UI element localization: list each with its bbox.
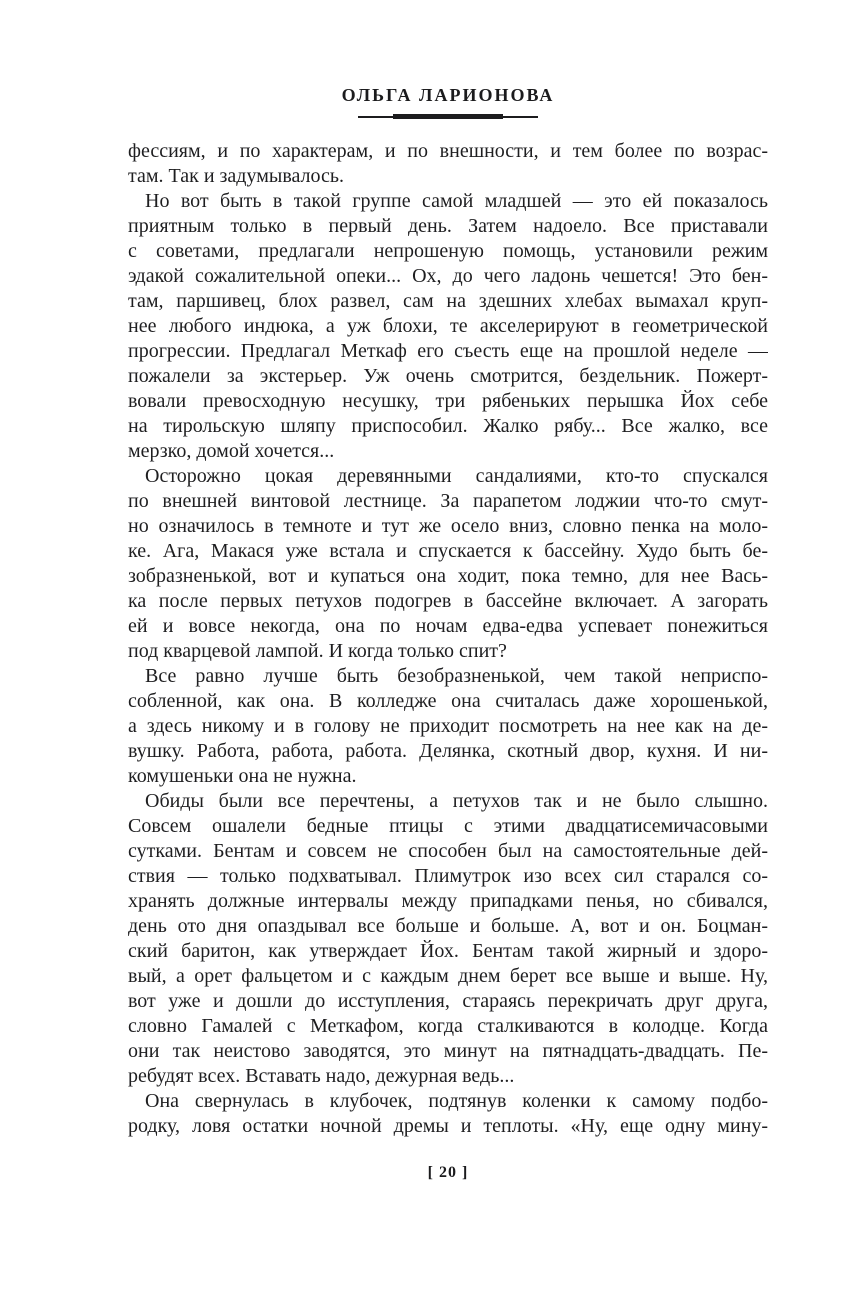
text-line: по внешней винтовой лестнице. За парапетом лоджии что-то смут- [128,490,768,512]
text-line: сутками. Бентам и совсем не способен был на самостоятельные дей- [128,840,768,862]
text-column [128,139,768,1139]
text-line: ке. Ага, Макася уже встала и спускается к бассейну. Худо быть бе- [128,540,768,562]
divider-thick-center [393,114,503,119]
text-line: эдакой сожалительной опеки... Ох, до чего ладонь чешется! Это бен- [128,265,768,287]
text-line: но означилось в темноте и тут же осело вниз, словно пенка на моло- [128,515,768,537]
text-line: под кварцевой лампой. И когда только спит? [128,640,507,662]
text-line: Она свернулась в клубочек, подтянув коленки к самому подбо- [145,1090,768,1112]
text-line: собленной, как она. В колледже она считалась даже хорошенькой, [128,690,768,712]
text-line: вовали превосходную несушку, три рябеньких перышка Йох себе [128,390,768,412]
text-line: Совсем ошалели бедные птицы с этими двадцатисемичасовыми [128,815,768,837]
text-line: там, паршивец, блох развел, сам на здешних хлебах вымахал круп- [128,290,768,312]
text-line: Осторожно цокая деревянными сандалиями, кто-то спускался [145,465,768,487]
text-line: фессиям, и по характерам, и по внешности, и тем более по возрас- [128,140,768,162]
text-line: нее любого индюка, а уж блохи, те акселерируют в геометрической [128,315,768,337]
text-line: мерзко, домой хочется... [128,440,335,462]
text-line: ка после первых петухов подогрев в бассейне включает. А загорать [128,590,768,612]
header-divider [128,114,768,119]
text-line: вый, а орет фальцетом и с каждым днем берет все выше и выше. Ну, [128,965,768,987]
divider-thin-right [503,116,538,118]
text-line: они так неистово заводятся, это минут на пятнадцать-двадцать. Пе- [128,1040,768,1062]
page-number: [ 20 ] [427,1164,469,1181]
text-line: день ото дня опаздывал все больше и больше. А, вот и он. Боцман- [128,915,768,937]
running-head-author: ОЛЬГА ЛАРИОНОВА [341,85,555,105]
text-line: зобразненькой, вот и купаться она ходит, пока темно, для нее Вась- [128,565,768,587]
text-line: прогрессии. Предлагал Меткаф его съесть еще на прошлой неделе — [128,340,768,362]
divider-thin-left [358,116,393,118]
text-line: там. Так и задумывалось. [128,165,345,187]
text-line: вот уже и дошли до исступления, стараясь перекричать друг друга, [128,990,768,1012]
text-line: хранять должные интервалы между припадками пенья, но сбивался, [128,890,768,912]
text-line: пожалели за экстерьер. Уж очень смотрится, бездельник. Пожерт- [128,365,768,387]
text-line: ей и вовсе некогда, она по ночам едва-едва успевает понежиться [128,615,768,637]
text-line: на тирольскую шляпу приспособил. Жалко рябу... Все жалко, все [128,415,768,437]
text-line: ский баритон, как утверждает Йох. Бентам такой жирный и здоро- [128,940,768,962]
header-divider-line [358,114,538,119]
text-line: ребудят всех. Вставать надо, дежурная ведь... [128,1065,515,1087]
text-line: Обиды были все перечтены, а петухов так и не было слышно. [145,790,768,812]
text-line: словно Гамалей с Меткафом, когда сталкиваются в колодце. Когда [128,1015,768,1037]
text-line: родку, ловя остатки ночной дремы и теплоты. «Ну, еще одну мину- [128,1115,768,1137]
text-line: Но вот быть в такой группе самой младшей — это ей показалось [145,190,768,212]
text-line: приятным только в первый день. Затем надоело. Все приставали [128,215,768,237]
text-line: комушеньки она не нужна. [128,765,357,787]
text-line: вушку. Работа, работа, работа. Делянка, скотный двор, кухня. И ни- [128,740,768,762]
text-line: с советами, предлагали непрошеную помощь, установили режим [128,240,768,262]
text-line: Все равно лучше быть безобразненькой, чем такой неприспо- [145,665,768,687]
text-line: ствия — только подхватывал. Плимутрок изо всех сил старался со- [128,865,768,887]
text-line: а здесь никому и в голову не приходит посмотреть на нее как на де- [128,715,768,737]
